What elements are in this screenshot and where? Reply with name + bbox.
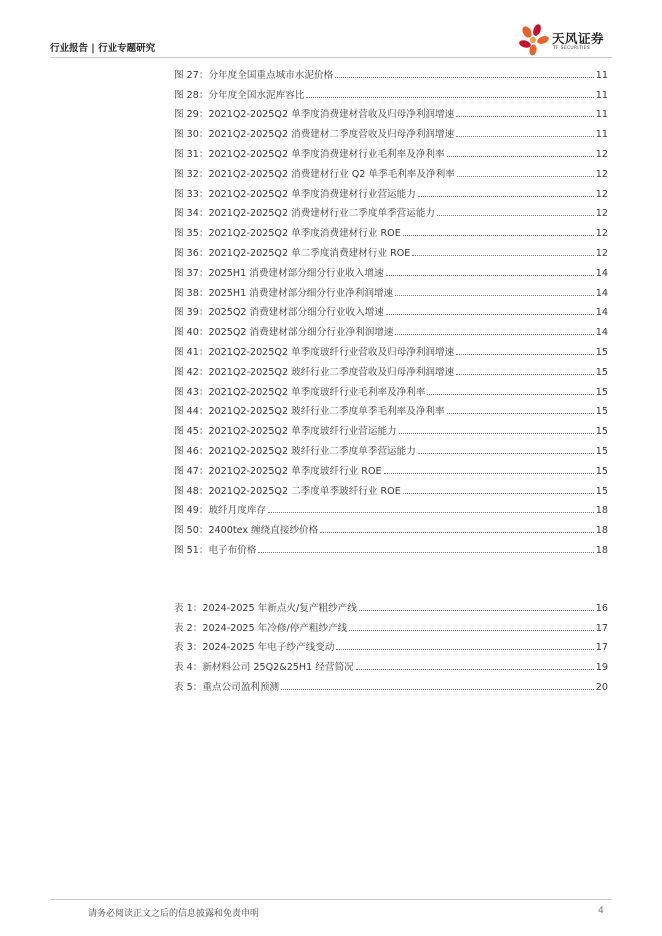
figure-toc-entry[interactable] [174, 358, 608, 378]
toc-entry-label: 图 43：2021Q2-2025Q2 单季度玻纤行业毛利率及净利率 [174, 386, 426, 398]
toc-entry-page: 15 [595, 485, 608, 497]
toc-entry-label: 图 35：2021Q2-2025Q2 单季度消费建材行业 ROE [174, 228, 401, 240]
toc-entry-page: 12 [595, 208, 608, 220]
dot-leader [399, 433, 594, 434]
figure-toc-entry[interactable] [174, 477, 608, 497]
toc-entry-label: 图 41：2021Q2-2025Q2 单季度玻纤行业营收及归母净利润增速 [174, 346, 455, 358]
dot-leader [384, 473, 594, 474]
dot-leader [395, 295, 594, 296]
toc-entry-page: 12 [595, 168, 608, 180]
figure-toc-entry[interactable] [174, 497, 608, 517]
figure-index-list [174, 61, 608, 556]
dot-leader [335, 77, 594, 78]
section-label: 行业报告 | 行业专题研究 [50, 43, 156, 54]
dot-leader [386, 275, 594, 276]
toc-entry-label: 图 31：2021Q2-2025Q2 单季度消费建材行业毛利率及净利率 [174, 148, 445, 160]
toc-entry-page: 11 [595, 69, 608, 81]
toc-entry-page: 18 [595, 505, 608, 517]
table-toc-entry[interactable] [174, 614, 608, 634]
dot-leader [359, 610, 594, 611]
dot-leader [418, 196, 594, 197]
dot-leader [456, 354, 594, 355]
toc-entry-page: 19 [595, 662, 608, 674]
dot-leader [356, 669, 594, 670]
toc-entry-label: 图 32：2021Q2-2025Q2 消费建材行业 Q2 单季毛利率及净利率 [174, 168, 455, 180]
figure-toc-entry[interactable] [174, 259, 608, 279]
toc-entry-page: 16 [595, 602, 608, 614]
toc-entry-label: 图 49：玻纤月度库存 [174, 505, 267, 517]
toc-entry-page: 11 [595, 89, 608, 101]
figure-toc-entry[interactable] [174, 239, 608, 259]
toc-entry-page: 15 [595, 465, 608, 477]
figure-toc-entry[interactable] [174, 200, 608, 220]
table-toc-entry[interactable] [174, 594, 608, 614]
table-index-list [174, 594, 608, 693]
toc-entry-label: 图 50：2400tex 缠绕直接纱价格 [174, 525, 319, 537]
dot-leader [258, 552, 593, 553]
dot-leader [336, 649, 593, 650]
toc-entry-label: 表 4：新材料公司 25Q2&25H1 经营简况 [174, 662, 354, 674]
dot-leader [320, 532, 594, 533]
toc-entry-page: 17 [595, 642, 608, 654]
figure-toc-entry[interactable] [174, 61, 608, 81]
toc-entry-label: 图 46：2021Q2-2025Q2 玻纤行业二季度单季营运能力 [174, 445, 416, 457]
dot-leader [395, 334, 593, 335]
figure-toc-entry[interactable] [174, 457, 608, 477]
dot-leader [281, 689, 594, 690]
figure-toc-entry[interactable] [174, 140, 608, 160]
toc-entry-label: 表 3：2024-2025 年电子纱产线变动 [174, 642, 335, 654]
figure-toc-entry[interactable] [174, 160, 608, 180]
dot-leader [437, 215, 594, 216]
dot-leader [456, 116, 594, 117]
figure-toc-entry[interactable] [174, 378, 608, 398]
toc-entry-label: 图 34：2021Q2-2025Q2 消费建材行业二季度单季营运能力 [174, 208, 436, 220]
toc-entry-label: 图 27：分年度全国重点城市水泥价格 [174, 69, 334, 81]
figure-toc-entry[interactable] [174, 299, 608, 319]
toc-entry-page: 12 [595, 188, 608, 200]
toc-entry-page: 15 [595, 406, 608, 418]
footer-divider [50, 899, 612, 900]
disclaimer-text: 请务必阅读正文之后的信息披露和免责申明 [88, 909, 260, 919]
toc-entry-page: 17 [595, 622, 608, 634]
table-toc-entry[interactable] [174, 673, 608, 693]
toc-entry-label: 图 42：2021Q2-2025Q2 玻纤行业二季度营收及归母净利润增速 [174, 366, 455, 378]
toc-entry-label: 图 38：2025H1 消费建材部分细分行业净利润增速 [174, 287, 394, 299]
toc-entry-page: 14 [595, 327, 608, 339]
table-toc-entry[interactable] [174, 653, 608, 673]
toc-entry-page: 15 [595, 426, 608, 438]
dot-leader [418, 453, 594, 454]
table-toc-entry[interactable] [174, 634, 608, 654]
dot-leader [268, 512, 594, 513]
toc-entry-page: 12 [595, 247, 608, 259]
dot-leader [456, 136, 594, 137]
toc-entry-label: 图 33：2021Q2-2025Q2 单季度消费建材行业营运能力 [174, 188, 416, 200]
toc-entry-page: 15 [595, 445, 608, 457]
figure-toc-entry[interactable] [174, 81, 608, 101]
toc-entry-label: 表 1：2024-2025 年新点火/复产粗纱产线 [174, 602, 357, 614]
figure-toc-entry[interactable] [174, 279, 608, 299]
toc-entry-label: 图 45：2021Q2-2025Q2 单季度玻纤行业营运能力 [174, 426, 397, 438]
dot-leader [403, 493, 594, 494]
figure-toc-entry[interactable] [174, 417, 608, 437]
page-number: 4 [598, 906, 604, 916]
toc-entry-page: 15 [595, 346, 608, 358]
toc-entry-label: 图 36：2021Q2-2025Q2 单二季度消费建材行业 ROE [174, 247, 411, 259]
figure-toc-entry[interactable] [174, 219, 608, 239]
dot-leader [447, 413, 594, 414]
toc-entry-label: 图 47：2021Q2-2025Q2 单季度玻纤行业 ROE [174, 465, 382, 477]
toc-entry-page: 11 [595, 109, 608, 121]
dot-leader [349, 630, 594, 631]
dot-leader [386, 314, 594, 315]
dot-leader [427, 394, 593, 395]
dot-leader [447, 156, 594, 157]
toc-entry-page: 14 [595, 287, 608, 299]
toc-entry-page: 18 [595, 544, 608, 556]
toc-entry-page: 14 [595, 307, 608, 319]
toc-entry-label: 图 40：2025Q2 消费建材部分细分行业净利润增速 [174, 327, 394, 339]
toc-entry-page: 12 [595, 148, 608, 160]
figure-toc-entry[interactable] [174, 101, 608, 121]
dot-leader [456, 374, 594, 375]
toc-entry-page: 15 [595, 366, 608, 378]
dot-leader [457, 176, 594, 177]
toc-entry-label: 表 2：2024-2025 年冷修/停产粗纱产线 [174, 622, 348, 634]
toc-entry-label: 表 5：重点公司盈利预测 [174, 681, 280, 693]
flower-logo-icon [517, 23, 551, 57]
figure-toc-entry[interactable] [174, 536, 608, 556]
figure-toc-entry[interactable] [174, 398, 608, 418]
dot-leader [403, 235, 594, 236]
figure-toc-entry[interactable] [174, 120, 608, 140]
figure-toc-entry[interactable] [174, 338, 608, 358]
toc-entry-label: 图 37：2025H1 消费建材部分细分行业收入增速 [174, 267, 384, 279]
header-divider [50, 57, 612, 58]
figure-toc-entry[interactable] [174, 318, 608, 338]
toc-entry-page: 14 [595, 267, 608, 279]
company-logo [517, 23, 617, 57]
toc-entry-label: 图 28：分年度全国水泥库容比 [174, 89, 305, 101]
figure-toc-entry[interactable] [174, 437, 608, 457]
toc-entry-page: 12 [595, 228, 608, 240]
logo-english-name: TF SECURITIES [553, 46, 591, 51]
toc-entry-page: 18 [595, 525, 608, 537]
toc-entry-label: 图 39：2025Q2 消费建材部分细分行业收入增速 [174, 307, 384, 319]
toc-entry-page: 20 [595, 681, 608, 693]
toc-entry-page: 11 [595, 129, 608, 141]
figure-toc-entry[interactable] [174, 516, 608, 536]
dot-leader [306, 97, 593, 98]
toc-entry-page: 15 [595, 386, 608, 398]
toc-entry-label: 图 30：2021Q2-2025Q2 消费建材二季度营收及归母净利润增速 [174, 129, 455, 141]
logo-chinese-name: 天风证券 [552, 31, 605, 46]
toc-entry-label: 图 51：电子布价格 [174, 544, 257, 556]
figure-toc-entry[interactable] [174, 180, 608, 200]
dot-leader [412, 255, 593, 256]
toc-entry-label: 图 29：2021Q2-2025Q2 单季度消费建材营收及归母净利润增速 [174, 109, 455, 121]
toc-entry-label: 图 44：2021Q2-2025Q2 玻纤行业二季度单季毛利率及净利率 [174, 406, 445, 418]
toc-entry-label: 图 48：2021Q2-2025Q2 二季度单季玻纤行业 ROE [174, 485, 401, 497]
